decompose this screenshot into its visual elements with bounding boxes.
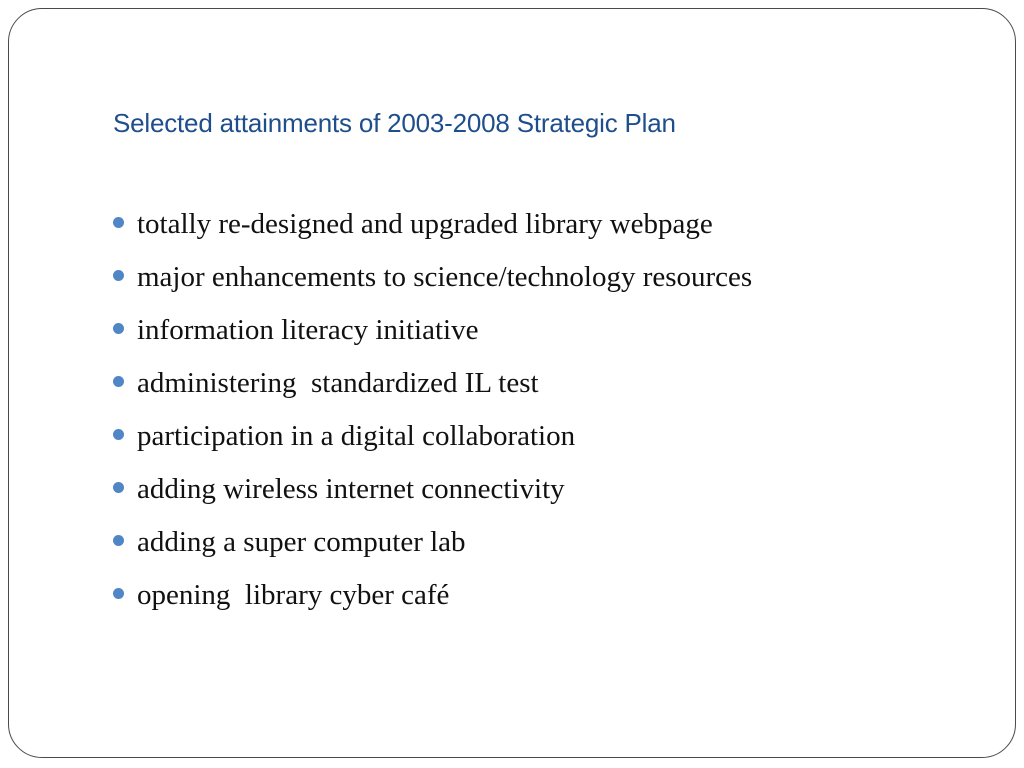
bullet-dot-icon <box>113 429 124 440</box>
bullet-text: adding a super computer lab <box>137 526 466 558</box>
bullet-text: major enhancements to science/technology resources <box>137 261 753 293</box>
bullet-text: totally re-designed and upgraded library webpage <box>137 208 713 240</box>
bullet-item <box>113 410 752 463</box>
bullet-dot-icon <box>113 270 124 281</box>
bullet-dot-icon <box>113 217 124 228</box>
bullet-item <box>113 516 752 569</box>
bullet-text: participation in a digital collaboration <box>137 420 576 452</box>
bullet-text: adding wireless internet connectivity <box>137 473 565 505</box>
bullet-item <box>113 569 752 622</box>
bullet-item <box>113 304 752 357</box>
bullet-item <box>113 357 752 410</box>
bullet-dot-icon <box>113 588 124 599</box>
bullet-text: administering standardized IL test <box>137 367 539 399</box>
bullet-text: information literacy initiative <box>137 314 479 346</box>
slide-title: Selected attainments of 2003-2008 Strategic Plan <box>113 108 676 138</box>
bullet-dot-icon <box>113 535 124 546</box>
bullet-dot-icon <box>113 482 124 493</box>
bullet-text: opening library cyber café <box>137 579 450 611</box>
bullet-item <box>113 198 752 251</box>
bullet-item <box>113 463 752 516</box>
bullet-item <box>113 251 752 304</box>
bullet-dot-icon <box>113 323 124 334</box>
bullet-dot-icon <box>113 376 124 387</box>
bullet-list <box>113 198 752 622</box>
